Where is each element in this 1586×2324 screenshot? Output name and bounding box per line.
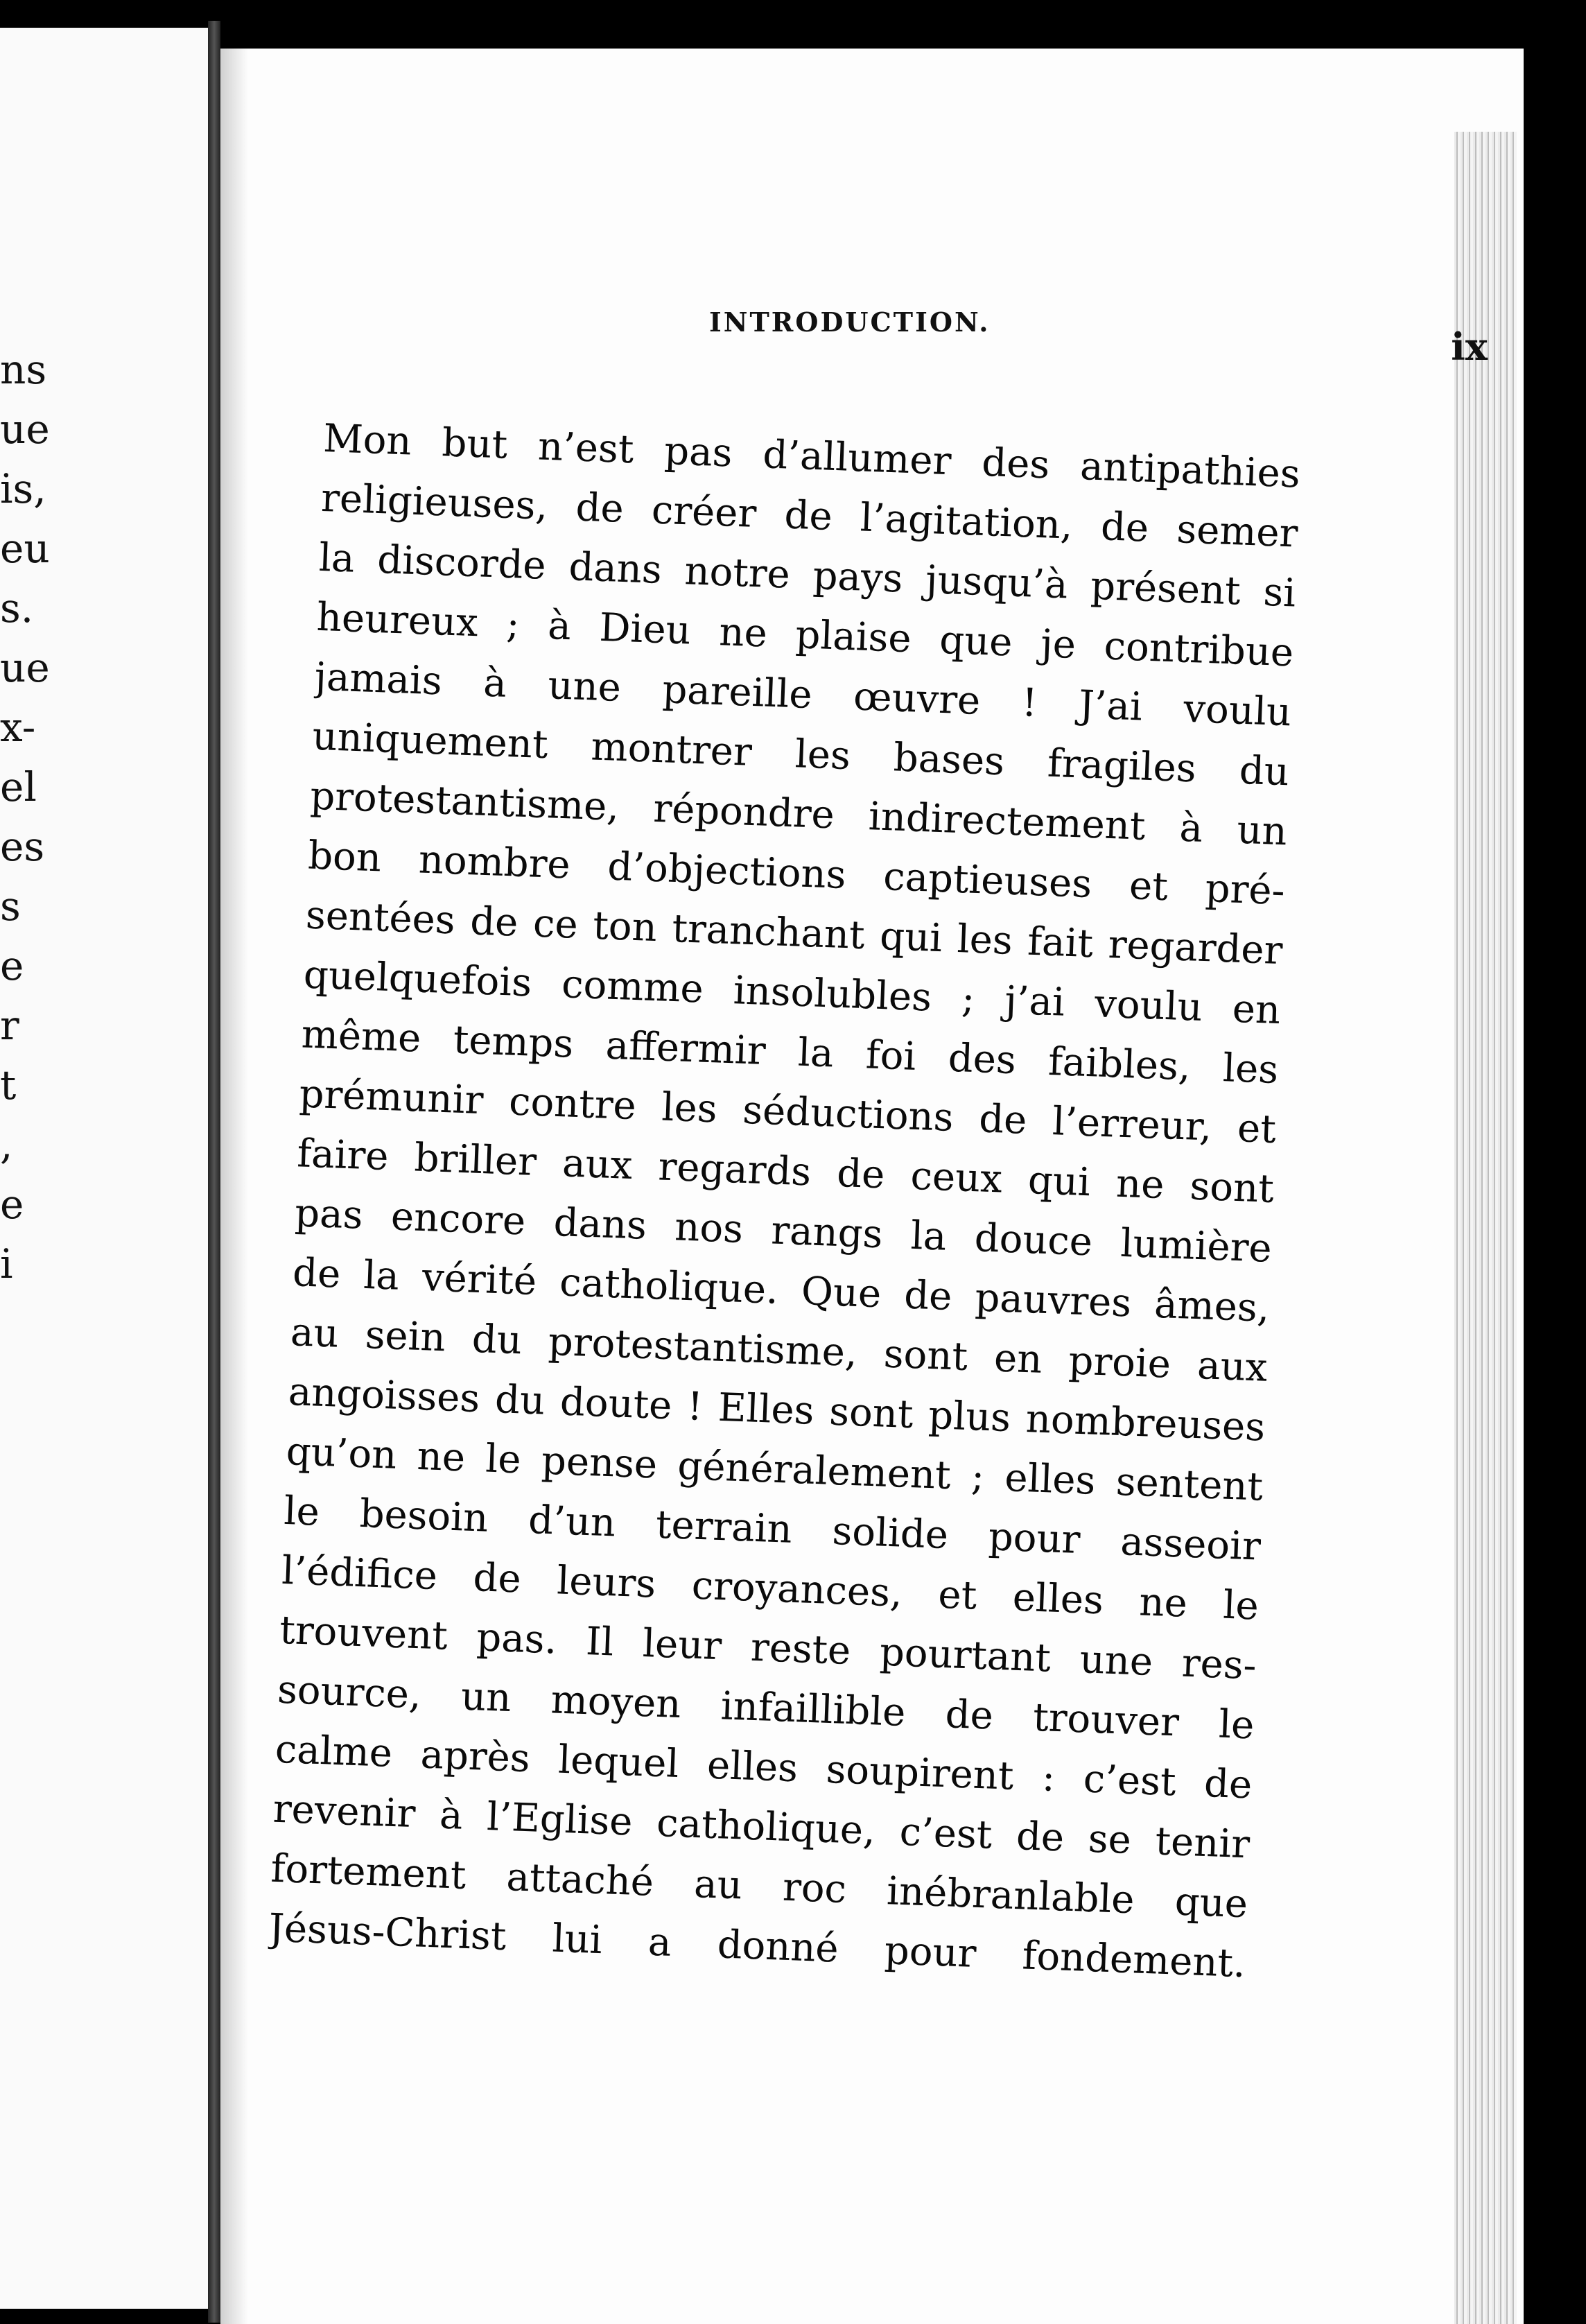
left-fragment: ns [0, 346, 47, 393]
page-header [220, 257, 1524, 369]
text-line: calme après lequel elles soupirent : c’est de [274, 1726, 1253, 1808]
text-line: sentées de ce ton tranchant qui les fait regarder [305, 892, 1284, 974]
left-fragment: r [0, 1002, 19, 1049]
running-title: INTRODUCTION. [709, 306, 991, 338]
page-edges [1454, 132, 1517, 2324]
page-number: ix [1451, 324, 1488, 369]
left-fragment: i [0, 1240, 13, 1287]
text-line: fortement attaché au roc inébranlable que [270, 1846, 1249, 1927]
text-line: heureux ; à Dieu ne plaise que je contribue [315, 594, 1295, 676]
text-line: quelquefois comme insolubles ; j’ai voulu en [302, 952, 1282, 1034]
text-line: bon nombre d’objections captieuses et pré- [307, 833, 1286, 914]
left-fragment: is, [0, 465, 46, 512]
text-line: Mon but n’est pas d’allumer des antipathies [322, 415, 1301, 497]
left-fragment: eu [0, 525, 50, 572]
left-fragment: ue [0, 644, 50, 691]
text-line: protestantisme, répondre indirectement à un [309, 773, 1288, 855]
text-line: au sein du protestantisme, sont en proie aux [289, 1310, 1269, 1391]
text-line: Jésus-Christ lui a donné pour fondement. [268, 1905, 1246, 1987]
text-line: revenir à l’Eglise catholique, c’est de se tenir [272, 1786, 1251, 1868]
book-gutter [208, 21, 220, 2323]
body-paragraph [265, 409, 1301, 2045]
left-facing-page [0, 28, 215, 2309]
left-fragment: el [0, 763, 37, 810]
text-line: uniquement montrer les bases fragiles du [311, 713, 1290, 795]
left-fragment: , [0, 1121, 13, 1168]
left-fragment: t [0, 1061, 17, 1109]
text-line: de la vérité catholique. Que de pauvres âmes, [292, 1250, 1271, 1331]
text-line: faire briller aux regards de ceux qui ne sont [296, 1131, 1275, 1212]
text-line: religieuses, de créer de l’agitation, de semer [320, 475, 1299, 557]
text-line: la discorde dans notre pays jusqu’à présent si [317, 535, 1297, 616]
left-fragment: s [0, 883, 21, 930]
left-fragment: e [0, 1181, 24, 1228]
text-line: pas encore dans nos rangs la douce lumière [294, 1190, 1273, 1272]
left-fragment: e [0, 942, 24, 989]
main-page [220, 49, 1524, 2324]
text-line: le besoin d’un terrain solide pour asseoir [283, 1488, 1262, 1570]
left-page-text-fragments [0, 340, 50, 1294]
fold-shadow [220, 49, 248, 2324]
text-line: prémunir contre les séductions de l’erreur, et [298, 1071, 1278, 1152]
text-line: l’édifice de leurs croyances, et elles ne le [281, 1547, 1260, 1629]
left-fragment: es [0, 823, 45, 870]
left-fragment: x- [0, 704, 36, 751]
text-line: source, un moyen infaillible de trouver le [277, 1667, 1255, 1749]
text-line: même temps affermir la foi des faibles, les [300, 1012, 1280, 1093]
text-line: trouvent pas. Il leur reste pourtant une res- [279, 1607, 1257, 1689]
left-fragment: s. [0, 584, 34, 632]
left-fragment: ue [0, 406, 50, 453]
text-line: qu’on ne le pense généralement ; elles sentent [285, 1429, 1264, 1510]
text-line: angoisses du doute ! Elles sont plus nombreuses [287, 1369, 1266, 1450]
text-line: jamais à une pareille œuvre ! J’ai voulu [313, 654, 1293, 736]
